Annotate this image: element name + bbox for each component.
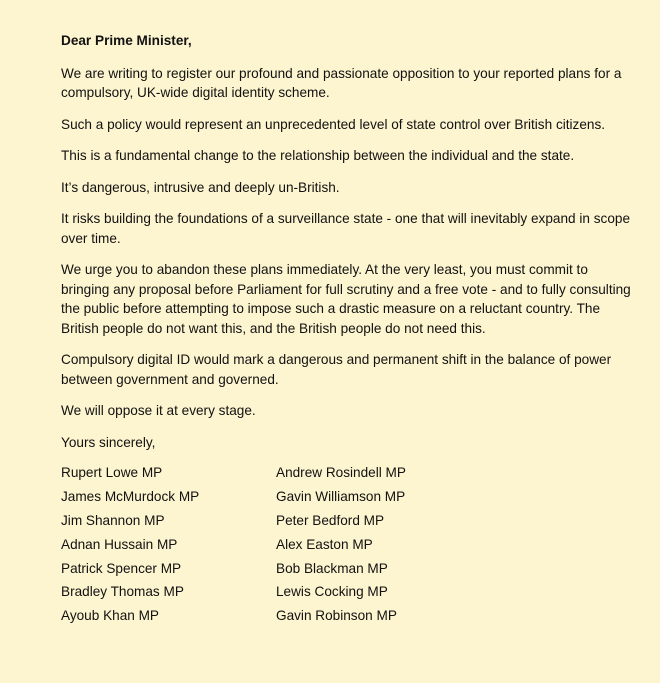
signatory: Gavin Williamson MP — [276, 488, 406, 504]
signatory: James McMurdock MP — [61, 488, 200, 504]
signatory: Rupert Lowe MP — [61, 465, 163, 480]
signatory: Gavin Robinson MP — [276, 608, 397, 624]
signatory: Bradley Thomas MP — [61, 584, 184, 600]
letter — [61, 31, 631, 626]
signatory: Lewis Cocking MP — [276, 584, 388, 600]
signatories-list — [61, 463, 631, 626]
signatory: Jim Shannon MP — [61, 512, 165, 528]
paragraph-dangerous: It’s dangerous, intrusive and deeply un-British. — [61, 179, 340, 195]
signatory: Alex Easton MP — [276, 536, 373, 552]
paragraph-urge-abandon: We urge you to abandon these plans immediately. At the very least, you must commit to bringing any proposal before Parliament for full scrutiny and a free vote - and to fully consulting the public before attempting to impose such a drastic measure on a reluctant country. The British people do not want this, and the British people do not need this. — [61, 262, 631, 336]
paragraph-opposition: We are writing to register our profound and passionate opposition to your reported plans for a compulsory, UK-wide digital identity scheme. — [61, 65, 622, 100]
closing: Yours sincerely, — [61, 434, 156, 450]
paragraph-oppose: We will oppose it at every stage. — [61, 403, 256, 418]
paragraph-fundamental-change: This is a fundamental change to the relationship between the individual and the state. — [61, 148, 575, 163]
paragraph-state-control: Such a policy would represent an unprecedented level of state control over British citizens. — [61, 116, 606, 132]
salutation: Dear Prime Minister, — [61, 33, 192, 48]
paragraph-surveillance: It risks building the foundations of a surveillance state - one that will inevitably expand in scope over time. — [61, 211, 630, 246]
signatory: Peter Bedford MP — [276, 512, 385, 528]
signatory: Patrick Spencer MP — [61, 560, 182, 576]
signatory: Andrew Rosindell MP — [276, 465, 406, 480]
paragraph-power-shift: Compulsory digital ID would mark a dangerous and permanent shift in the balance of power between government and governed. — [61, 352, 612, 387]
signatory: Bob Blackman MP — [276, 560, 388, 576]
signatory: Adnan Hussain MP — [61, 536, 178, 552]
signatory: Ayoub Khan MP — [61, 608, 159, 624]
